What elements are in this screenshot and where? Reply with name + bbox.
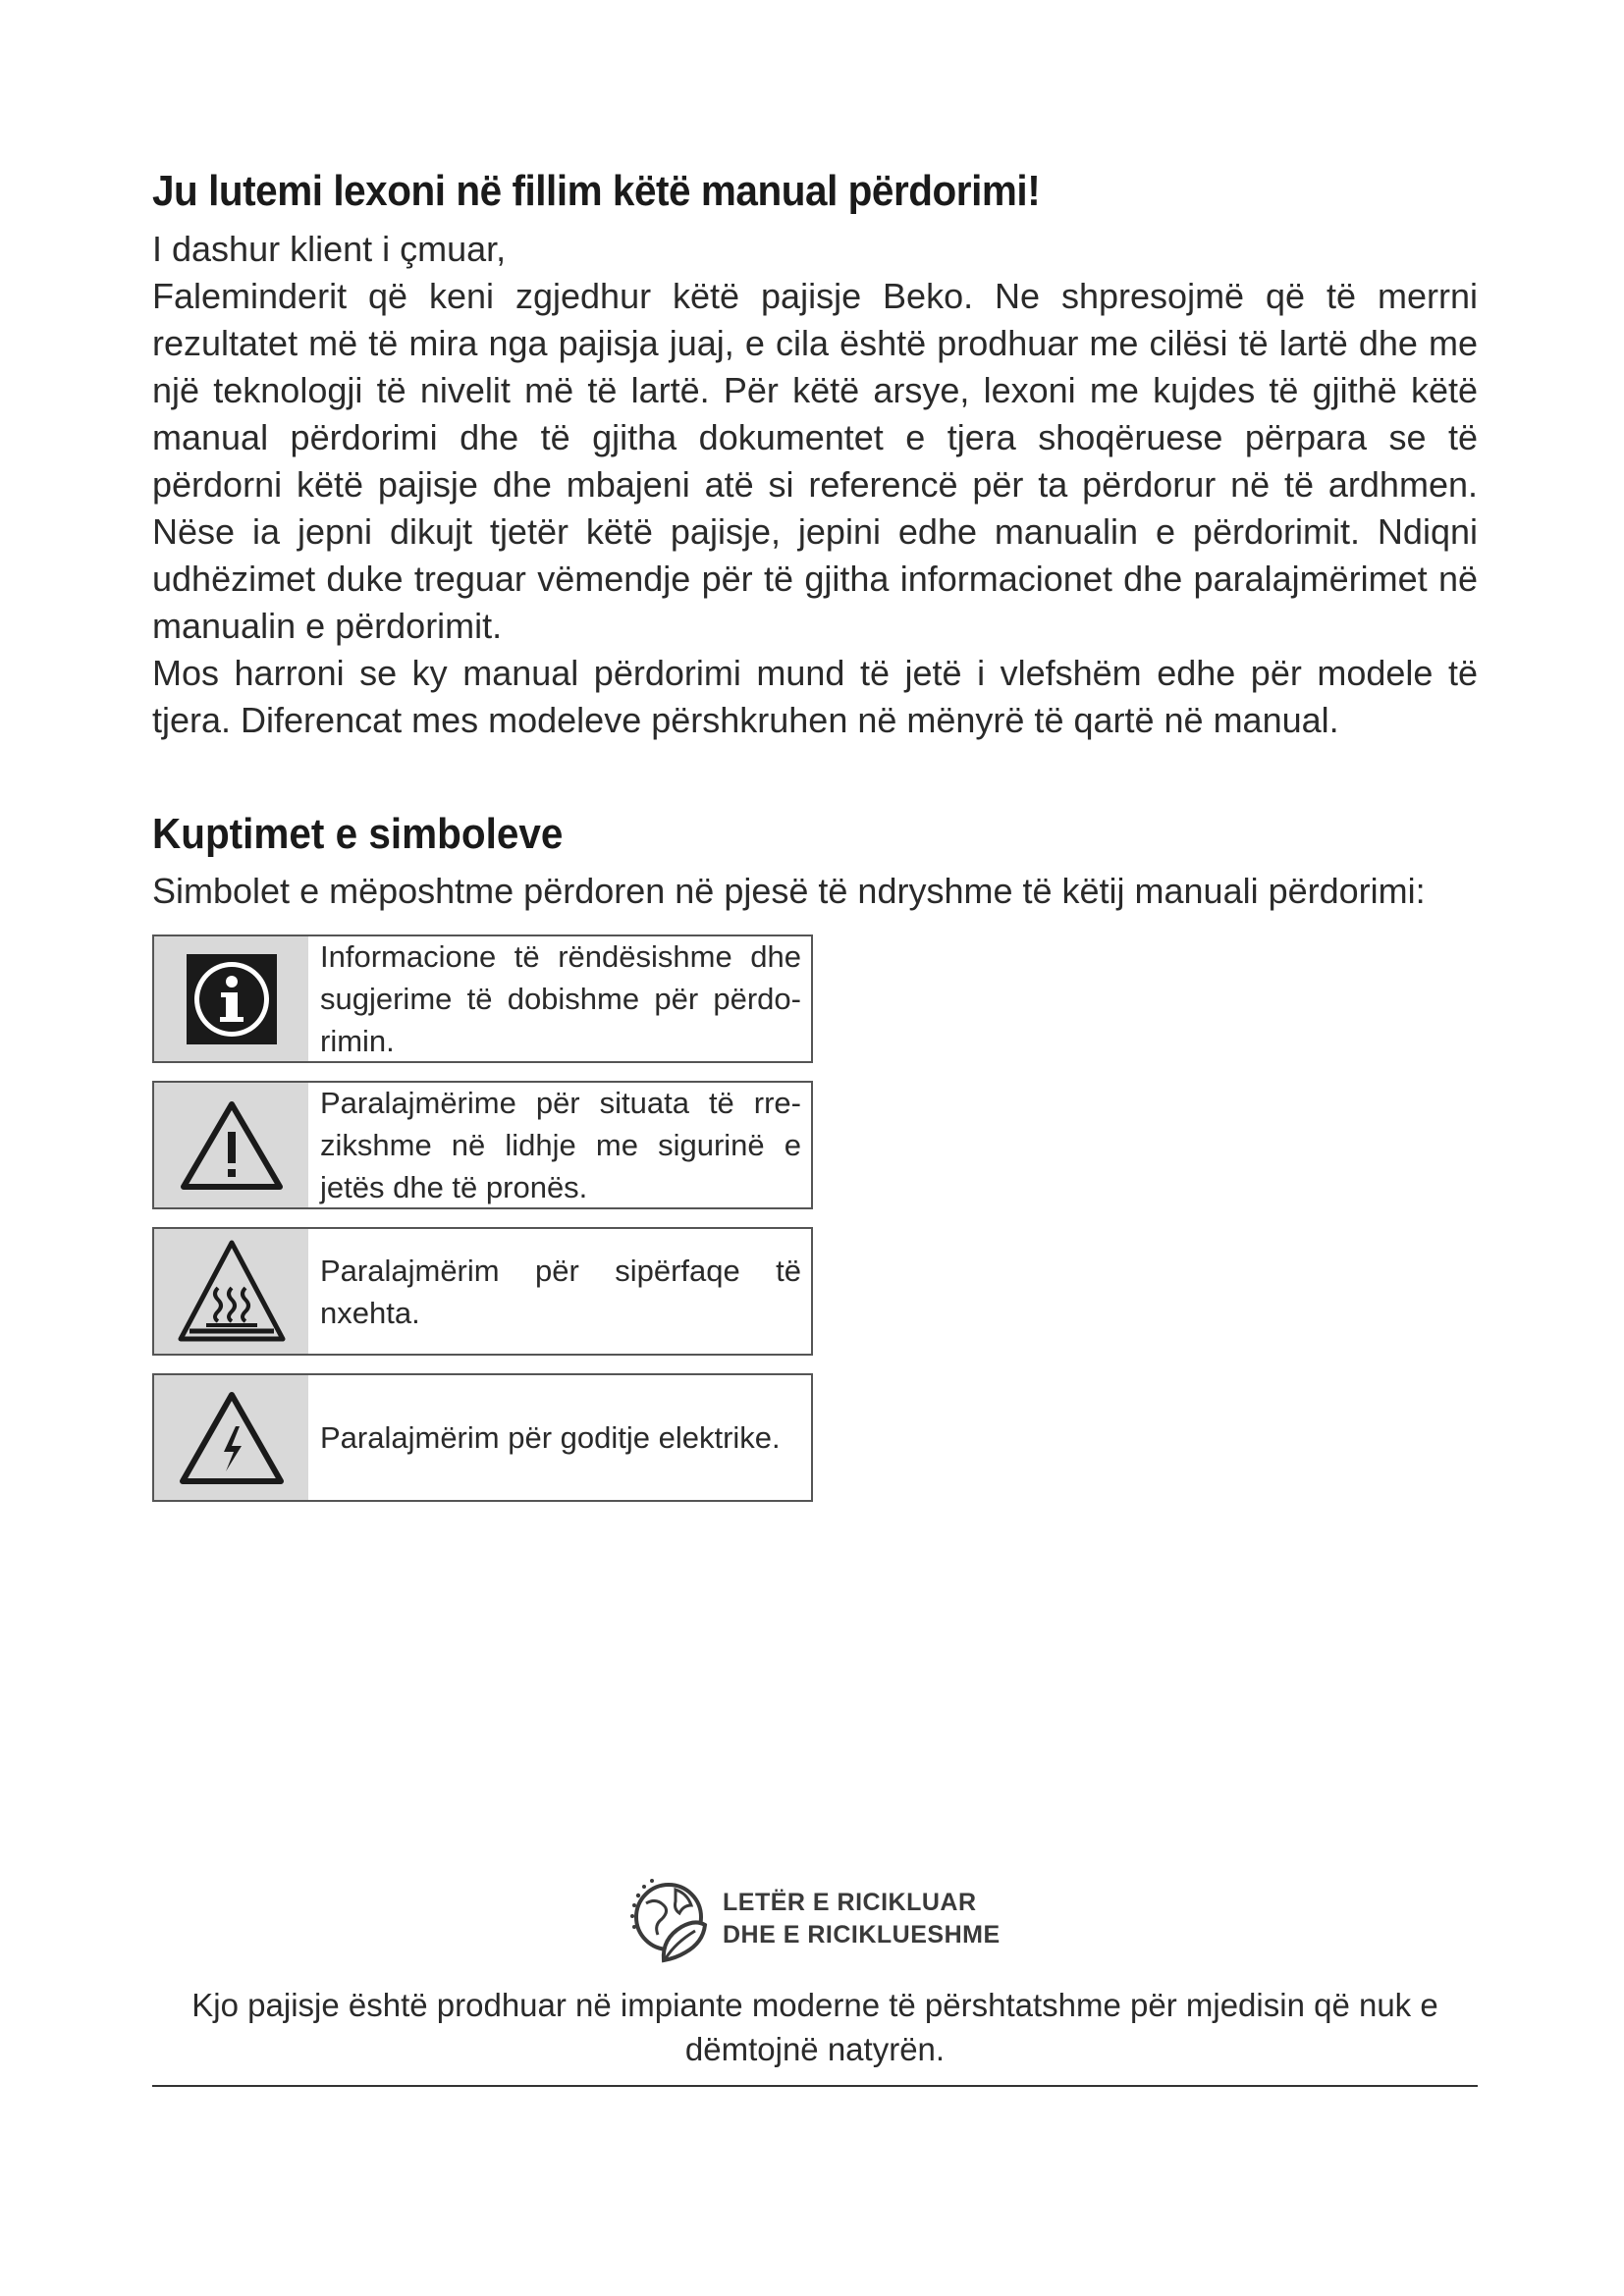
footer-note: Kjo pajisje është prodhuar në impiante moderne të përshtatshme për mjedisin që nuk e dëmtojnë natyrën. <box>191 1987 1438 2067</box>
symbol-row-electric <box>152 1373 813 1502</box>
symbol-row-hot-surface <box>152 1227 813 1356</box>
recycle-globe-leaf-icon <box>624 1870 713 1968</box>
info-icon <box>154 936 308 1061</box>
electric-shock-icon <box>154 1375 308 1500</box>
hot-surface-icon <box>154 1229 308 1354</box>
symbol-text-electric: Paralajmërim për goditje elektrike. <box>320 1420 781 1455</box>
recycle-label: LETËR E RICIKLUAR DHE E RICIKLUESHME <box>723 1889 1001 1949</box>
warning-icon <box>154 1083 308 1207</box>
symbol-text-hot-surface: Paralajmërim për sipërfaqe të nxehta. <box>320 1253 801 1330</box>
recycled-paper-badge <box>624 1870 1001 1968</box>
page-title: Ju lutemi lexoni në fillim këtë manual përdorimi! <box>152 167 1041 215</box>
section-title: Kuptimet e simboleve <box>152 810 564 858</box>
greeting-text: I dashur klient i çmuar, <box>152 229 507 269</box>
page-content <box>152 157 1478 1520</box>
symbol-row-info <box>152 934 813 1063</box>
symbol-text-warning: Paralajmërime për situata të rre-zikshme në lidhje me sigurinë e jetës dhe të pronës. <box>320 1086 801 1204</box>
symbol-row-warning <box>152 1081 813 1209</box>
symbols-table <box>152 934 813 1502</box>
footer-divider <box>152 2085 1478 2087</box>
symbol-text-info: Informacione të rëndësishme dhe sugjerime të dobishme për përdo-rimin. <box>320 939 801 1058</box>
symbols-section <box>152 805 1478 1502</box>
intro-paragraph: Faleminderit që keni zgjedhur këtë pajisje Beko. Ne shpresojmë që të merrni rezultatet më të mira nga pajisja juaj, e cila është prodhuar me cilësi të lartë dhe me një teknologji të nivelit më të lartë. Për këtë arsye, lexoni me kujdes të gjithë këtë manual përdorimi dhe të gjitha dokumentet e tjera shoqëruese përpara se të përdorni këtë pajisje dhe mbajeni atë si referencë për ta përdorur në të ardhmen. Nëse ia jepni dikujt tjetër këtë pajisje, jepini edhe manualin e përdorimit. Ndiqni udhëzimet duke treguar vëmendje për të gjitha informacionet dhe paralajmërimet në manualin e përdorimit. <box>152 276 1478 646</box>
note-paragraph: Mos harroni se ky manual përdorimi mund të jetë i vlefshëm edhe për modele të tjera. Diferencat mes modeleve përshkruhen në mënyrë të qartë në manual. <box>152 653 1478 740</box>
symbols-intro: Simbolet e mëposhtme përdoren në pjesë të ndryshme të këtij manuali përdorimi: <box>152 871 1426 911</box>
